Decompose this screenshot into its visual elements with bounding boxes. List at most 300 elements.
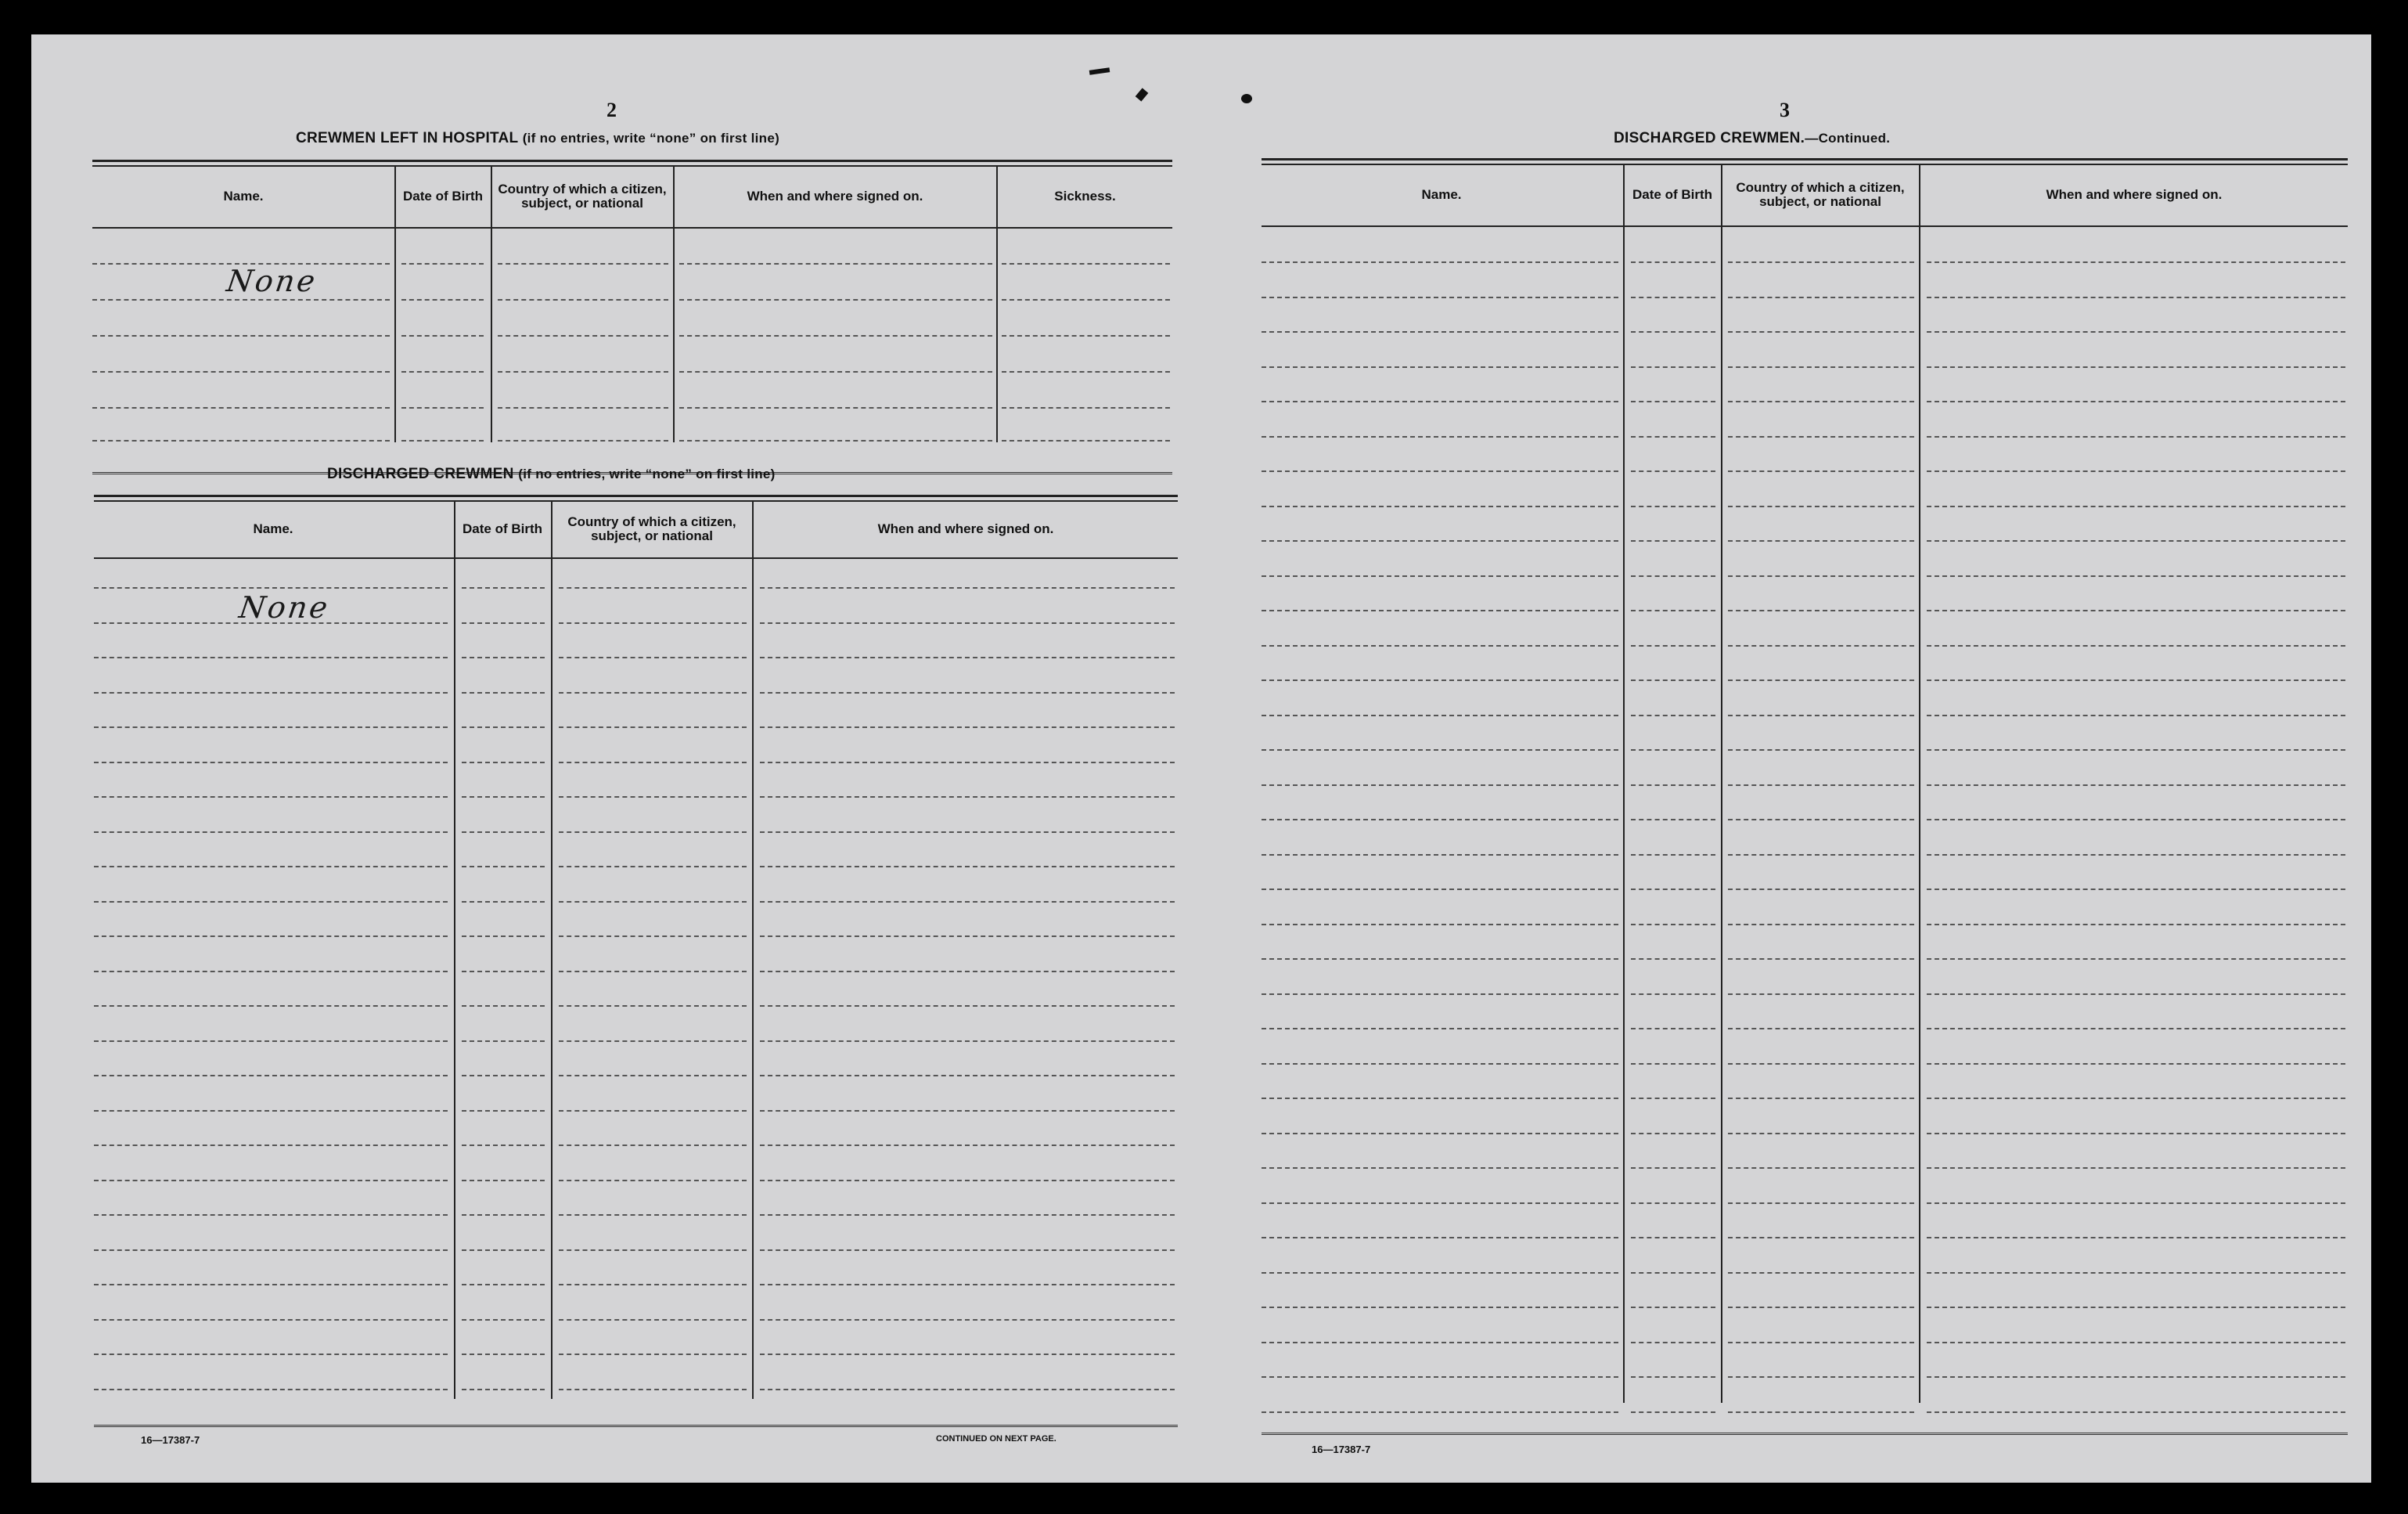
entry-line bbox=[760, 587, 1175, 589]
entry-line bbox=[92, 440, 390, 442]
entry-line bbox=[1728, 1376, 1914, 1378]
entry-line bbox=[1728, 575, 1914, 577]
entry-line bbox=[1927, 749, 2345, 751]
entry-line bbox=[462, 971, 545, 972]
entry-line bbox=[401, 335, 484, 337]
entry-line bbox=[760, 726, 1175, 728]
entry-line bbox=[1728, 784, 1914, 786]
entry-line bbox=[1262, 261, 1618, 263]
entry-line bbox=[94, 935, 448, 937]
entry-line bbox=[760, 866, 1175, 867]
header-rule bbox=[1262, 225, 2348, 227]
entry-line bbox=[1728, 366, 1914, 368]
col-header-signed-on: When and where signed on. bbox=[877, 521, 1054, 536]
entry-line bbox=[1728, 401, 1914, 402]
entry-line bbox=[498, 299, 668, 301]
entry-line bbox=[1262, 679, 1618, 681]
entry-line bbox=[559, 1005, 747, 1007]
entry-line bbox=[462, 1040, 545, 1042]
entry-line bbox=[1262, 1063, 1618, 1065]
col-divider bbox=[752, 501, 754, 1399]
entry-line bbox=[1728, 749, 1914, 751]
entry-line bbox=[1728, 645, 1914, 647]
entry-line bbox=[462, 1145, 545, 1146]
entry-line bbox=[94, 1145, 448, 1146]
entry-line bbox=[94, 1284, 448, 1285]
entry-line bbox=[1631, 1202, 1715, 1204]
entry-line bbox=[1728, 436, 1914, 438]
entry-line bbox=[559, 1284, 747, 1285]
entry-line bbox=[401, 299, 484, 301]
handwritten-entry: None bbox=[224, 264, 320, 298]
discharged-title-note: (if no entries, write “none” on first line) bbox=[518, 467, 776, 481]
col-header-name: Name. bbox=[253, 521, 293, 536]
entry-line bbox=[559, 971, 747, 972]
discharged-continued-title-main: DISCHARGED CREWMEN. bbox=[1614, 130, 1805, 146]
entry-line bbox=[559, 762, 747, 763]
entry-line bbox=[1262, 575, 1618, 577]
entry-line bbox=[1631, 366, 1715, 368]
entry-line bbox=[401, 407, 484, 409]
entry-line bbox=[559, 1075, 747, 1076]
entry-line bbox=[462, 692, 545, 694]
entry-line bbox=[559, 1249, 747, 1251]
entry-line bbox=[462, 1354, 545, 1355]
entry-line bbox=[1631, 854, 1715, 856]
entry-line bbox=[1927, 819, 2345, 820]
entry-line bbox=[462, 1075, 545, 1076]
entry-line bbox=[1262, 610, 1618, 611]
entry-line bbox=[1927, 784, 2345, 786]
entry-line bbox=[1728, 1342, 1914, 1343]
page-number: 2 bbox=[606, 99, 617, 121]
entry-line bbox=[462, 622, 545, 624]
entry-line bbox=[1631, 1272, 1715, 1274]
entry-line bbox=[401, 371, 484, 373]
entry-line bbox=[1262, 715, 1618, 716]
entry-line bbox=[462, 1249, 545, 1251]
entry-line bbox=[92, 407, 390, 409]
entry-line bbox=[1728, 993, 1914, 995]
entry-line bbox=[94, 866, 448, 867]
entry-line bbox=[760, 1110, 1175, 1112]
entry-line bbox=[1728, 958, 1914, 960]
entry-line bbox=[1631, 1411, 1715, 1413]
entry-line bbox=[1728, 1133, 1914, 1134]
entry-line bbox=[462, 726, 545, 728]
entry-line bbox=[1631, 993, 1715, 995]
entry-line bbox=[1262, 1307, 1618, 1308]
entry-line bbox=[1262, 1237, 1618, 1238]
entry-line bbox=[94, 831, 448, 833]
entry-line bbox=[462, 1110, 545, 1112]
entry-line bbox=[1262, 854, 1618, 856]
entry-line bbox=[1631, 749, 1715, 751]
entry-line bbox=[1927, 1202, 2345, 1204]
entry-line bbox=[94, 692, 448, 694]
entry-line bbox=[94, 1389, 448, 1390]
entry-line bbox=[462, 901, 545, 903]
entry-line bbox=[1728, 1307, 1914, 1308]
entry-line bbox=[1631, 1098, 1715, 1099]
entry-line bbox=[1927, 1167, 2345, 1169]
table-bottom-rule bbox=[94, 1425, 1178, 1429]
entry-line bbox=[760, 1354, 1175, 1355]
continued-note: CONTINUED ON NEXT PAGE. bbox=[936, 1434, 1056, 1444]
entry-line bbox=[559, 831, 747, 833]
entry-line bbox=[1927, 715, 2345, 716]
col-header-dob: Date of Birth bbox=[1632, 187, 1712, 202]
entry-line bbox=[462, 762, 545, 763]
entry-line bbox=[559, 1214, 747, 1216]
entry-line bbox=[1927, 261, 2345, 263]
entry-line bbox=[1631, 1237, 1715, 1238]
entry-line bbox=[760, 1005, 1175, 1007]
entry-line bbox=[92, 335, 390, 337]
entry-line bbox=[1927, 1133, 2345, 1134]
entry-line bbox=[679, 440, 992, 442]
entry-line bbox=[1927, 1376, 2345, 1378]
entry-line bbox=[462, 831, 545, 833]
entry-line bbox=[1631, 297, 1715, 298]
hospital-table bbox=[92, 160, 1172, 488]
discharged-title-main: DISCHARGED CREWMEN bbox=[327, 466, 514, 482]
entry-line bbox=[1262, 506, 1618, 507]
entry-line bbox=[559, 657, 747, 658]
entry-line bbox=[1002, 407, 1170, 409]
entry-line bbox=[559, 901, 747, 903]
entry-line bbox=[1631, 470, 1715, 472]
left-page bbox=[31, 34, 1205, 1483]
entry-line bbox=[94, 762, 448, 763]
entry-line bbox=[1927, 993, 2345, 995]
entry-line bbox=[1728, 1411, 1914, 1413]
entry-line bbox=[462, 1319, 545, 1321]
entry-line bbox=[1927, 1342, 2345, 1343]
col-header-signed-on: When and where signed on. bbox=[747, 189, 923, 204]
entry-line bbox=[1927, 610, 2345, 611]
col-header-name: Name. bbox=[223, 189, 264, 204]
entry-line bbox=[1262, 401, 1618, 402]
entry-line bbox=[760, 762, 1175, 763]
entry-line bbox=[498, 335, 668, 337]
entry-line bbox=[760, 796, 1175, 798]
entry-line bbox=[760, 1075, 1175, 1076]
entry-line bbox=[1262, 645, 1618, 647]
entry-line bbox=[401, 263, 484, 265]
entry-line bbox=[679, 299, 992, 301]
form-code: 16—17387-7 bbox=[1312, 1444, 1371, 1455]
entry-line bbox=[1728, 1028, 1914, 1029]
entry-line bbox=[760, 1214, 1175, 1216]
entry-line bbox=[1262, 297, 1618, 298]
entry-line bbox=[1927, 1307, 2345, 1308]
entry-line bbox=[1262, 958, 1618, 960]
entry-line bbox=[1631, 1063, 1715, 1065]
entry-line bbox=[1262, 1411, 1618, 1413]
form-code: 16—17387-7 bbox=[141, 1434, 200, 1446]
discharged-table bbox=[94, 495, 1178, 1434]
entry-line bbox=[1728, 1098, 1914, 1099]
entry-line bbox=[94, 1249, 448, 1251]
entry-line bbox=[760, 1319, 1175, 1321]
entry-line bbox=[462, 796, 545, 798]
entry-line bbox=[1728, 610, 1914, 611]
entry-line bbox=[559, 1354, 747, 1355]
entry-line bbox=[1631, 610, 1715, 611]
entry-line bbox=[1728, 819, 1914, 820]
entry-line bbox=[559, 1180, 747, 1181]
page-number: 3 bbox=[1780, 99, 1790, 121]
entry-line bbox=[1631, 1376, 1715, 1378]
entry-line bbox=[1728, 1202, 1914, 1204]
entry-line bbox=[1927, 1411, 2345, 1413]
entry-line bbox=[1728, 1063, 1914, 1065]
entry-line bbox=[1262, 784, 1618, 786]
entry-line bbox=[94, 1005, 448, 1007]
col-divider bbox=[551, 501, 553, 1399]
entry-line bbox=[1262, 1272, 1618, 1274]
header-rule bbox=[92, 227, 1172, 229]
entry-line bbox=[94, 587, 448, 589]
entry-line bbox=[1728, 261, 1914, 263]
entry-line bbox=[1002, 299, 1170, 301]
entry-line bbox=[1262, 1202, 1618, 1204]
col-header-signed-on: When and where signed on. bbox=[2046, 187, 2223, 202]
hospital-title-main: CREWMEN LEFT IN HOSPITAL bbox=[296, 130, 519, 146]
header-rule bbox=[94, 557, 1178, 559]
entry-line bbox=[559, 1040, 747, 1042]
entry-line bbox=[1927, 1028, 2345, 1029]
discharged-continued-title-note: —Continued. bbox=[1805, 131, 1891, 146]
entry-line bbox=[1002, 371, 1170, 373]
entry-line bbox=[1631, 924, 1715, 925]
entry-line bbox=[498, 407, 668, 409]
entry-line bbox=[1927, 889, 2345, 890]
discharged-continued-title bbox=[1614, 130, 1890, 147]
entry-line bbox=[1728, 1167, 1914, 1169]
entry-line bbox=[559, 796, 747, 798]
table-top-rule bbox=[92, 160, 1172, 162]
entry-line bbox=[760, 1145, 1175, 1146]
entry-line bbox=[679, 335, 992, 337]
entry-line bbox=[1631, 436, 1715, 438]
entry-line bbox=[1927, 331, 2345, 333]
entry-line bbox=[462, 1389, 545, 1390]
table-bottom-rule bbox=[1262, 1433, 2348, 1437]
entry-line bbox=[559, 1389, 747, 1390]
entry-line bbox=[1002, 263, 1170, 265]
entry-line bbox=[1927, 366, 2345, 368]
entry-line bbox=[1728, 1272, 1914, 1274]
entry-line bbox=[1927, 645, 2345, 647]
entry-line bbox=[462, 657, 545, 658]
entry-line bbox=[462, 866, 545, 867]
entry-line bbox=[1262, 1342, 1618, 1343]
entry-line bbox=[94, 796, 448, 798]
entry-line bbox=[1728, 924, 1914, 925]
entry-line bbox=[1631, 506, 1715, 507]
entry-line bbox=[1927, 540, 2345, 542]
entry-line bbox=[1631, 331, 1715, 333]
entry-line bbox=[462, 1284, 545, 1285]
hospital-title bbox=[296, 130, 779, 147]
entry-line bbox=[1262, 889, 1618, 890]
entry-line bbox=[94, 1319, 448, 1321]
handwritten-entry: None bbox=[236, 590, 333, 625]
entry-line bbox=[92, 299, 390, 301]
entry-line bbox=[1927, 1272, 2345, 1274]
entry-line bbox=[1631, 1028, 1715, 1029]
entry-line bbox=[760, 1284, 1175, 1285]
entry-line bbox=[1927, 575, 2345, 577]
entry-line bbox=[462, 1180, 545, 1181]
col-header-country: Country of which a citizen, subject, or national bbox=[1736, 180, 1905, 209]
col-header-country: Country of which a citizen, subject, or national bbox=[498, 182, 667, 211]
col-divider bbox=[1623, 164, 1625, 1403]
entry-line bbox=[1927, 924, 2345, 925]
entry-line bbox=[462, 1214, 545, 1216]
entry-line bbox=[1631, 401, 1715, 402]
entry-line bbox=[559, 1319, 747, 1321]
entry-line bbox=[1927, 1237, 2345, 1238]
entry-line bbox=[1262, 1133, 1618, 1134]
right-page bbox=[1205, 34, 2371, 1483]
entry-line bbox=[1728, 679, 1914, 681]
entry-line bbox=[1927, 470, 2345, 472]
entry-line bbox=[1927, 1098, 2345, 1099]
entry-line bbox=[1262, 1167, 1618, 1169]
entry-line bbox=[94, 1075, 448, 1076]
entry-line bbox=[1631, 679, 1715, 681]
entry-line bbox=[1631, 261, 1715, 263]
col-header-name: Name. bbox=[1421, 187, 1462, 202]
entry-line bbox=[1631, 1342, 1715, 1343]
entry-line bbox=[1728, 854, 1914, 856]
entry-line bbox=[1927, 854, 2345, 856]
entry-line bbox=[559, 587, 747, 589]
discharged-title bbox=[327, 466, 776, 483]
entry-line bbox=[679, 263, 992, 265]
entry-line bbox=[462, 1005, 545, 1007]
col-header-dob: Date of Birth bbox=[463, 521, 542, 536]
entry-line bbox=[1631, 540, 1715, 542]
entry-line bbox=[1631, 575, 1715, 577]
entry-line bbox=[1927, 297, 2345, 298]
entry-line bbox=[1728, 889, 1914, 890]
col-divider bbox=[454, 501, 455, 1399]
entry-line bbox=[760, 1040, 1175, 1042]
entry-line bbox=[94, 657, 448, 658]
entry-line bbox=[1262, 540, 1618, 542]
entry-line bbox=[1927, 679, 2345, 681]
entry-line bbox=[1927, 506, 2345, 507]
entry-line bbox=[760, 1249, 1175, 1251]
entry-line bbox=[1631, 1167, 1715, 1169]
entry-line bbox=[1728, 470, 1914, 472]
entry-line bbox=[1728, 1237, 1914, 1238]
entry-line bbox=[1262, 470, 1618, 472]
entry-line bbox=[1728, 331, 1914, 333]
entry-line bbox=[1631, 958, 1715, 960]
entry-line bbox=[760, 692, 1175, 694]
entry-line bbox=[559, 726, 747, 728]
entry-line bbox=[94, 971, 448, 972]
entry-line bbox=[1002, 440, 1170, 442]
entry-line bbox=[1262, 331, 1618, 333]
entry-line bbox=[1631, 819, 1715, 820]
entry-line bbox=[92, 371, 390, 373]
entry-line bbox=[401, 440, 484, 442]
entry-line bbox=[1262, 1376, 1618, 1378]
entry-line bbox=[760, 831, 1175, 833]
entry-line bbox=[1728, 715, 1914, 716]
entry-line bbox=[1262, 1098, 1618, 1099]
entry-line bbox=[1728, 540, 1914, 542]
discharged-continued-table bbox=[1262, 158, 2348, 1442]
entry-line bbox=[559, 622, 747, 624]
entry-line bbox=[1927, 401, 2345, 402]
entry-line bbox=[760, 935, 1175, 937]
entry-line bbox=[1728, 297, 1914, 298]
entry-line bbox=[559, 692, 747, 694]
entry-line bbox=[559, 866, 747, 867]
entry-line bbox=[1262, 819, 1618, 820]
entry-line bbox=[1728, 506, 1914, 507]
entry-line bbox=[94, 901, 448, 903]
entry-line bbox=[1927, 958, 2345, 960]
col-header-sickness: Sickness. bbox=[1054, 189, 1116, 204]
entry-line bbox=[94, 1354, 448, 1355]
entry-line bbox=[1631, 889, 1715, 890]
entry-line bbox=[760, 971, 1175, 972]
entry-line bbox=[1262, 436, 1618, 438]
entry-line bbox=[462, 587, 545, 589]
entry-line bbox=[1631, 1307, 1715, 1308]
col-divider bbox=[1721, 164, 1722, 1403]
entry-line bbox=[760, 622, 1175, 624]
entry-line bbox=[1262, 1028, 1618, 1029]
entry-line bbox=[1262, 924, 1618, 925]
entry-line bbox=[1002, 335, 1170, 337]
entry-line bbox=[1262, 749, 1618, 751]
entry-line bbox=[760, 1180, 1175, 1181]
scan-mark bbox=[1241, 94, 1252, 103]
hospital-title-note: (if no entries, write “none” on first line) bbox=[522, 131, 780, 146]
col-header-country: Country of which a citizen, subject, or national bbox=[567, 514, 736, 543]
entry-line bbox=[1631, 1133, 1715, 1134]
col-header-dob: Date of Birth bbox=[403, 189, 483, 204]
entry-line bbox=[679, 371, 992, 373]
entry-line bbox=[760, 657, 1175, 658]
entry-line bbox=[1631, 784, 1715, 786]
entry-line bbox=[559, 935, 747, 937]
entry-line bbox=[94, 1214, 448, 1216]
entry-line bbox=[94, 726, 448, 728]
entry-line bbox=[1631, 715, 1715, 716]
entry-line bbox=[1631, 645, 1715, 647]
table-top-rule bbox=[94, 495, 1178, 497]
entry-line bbox=[498, 371, 668, 373]
entry-line bbox=[94, 1040, 448, 1042]
entry-line bbox=[559, 1110, 747, 1112]
entry-line bbox=[760, 1389, 1175, 1390]
entry-line bbox=[760, 901, 1175, 903]
entry-line bbox=[462, 935, 545, 937]
entry-line bbox=[94, 1180, 448, 1181]
col-divider bbox=[1919, 164, 1920, 1403]
entry-line bbox=[1262, 366, 1618, 368]
